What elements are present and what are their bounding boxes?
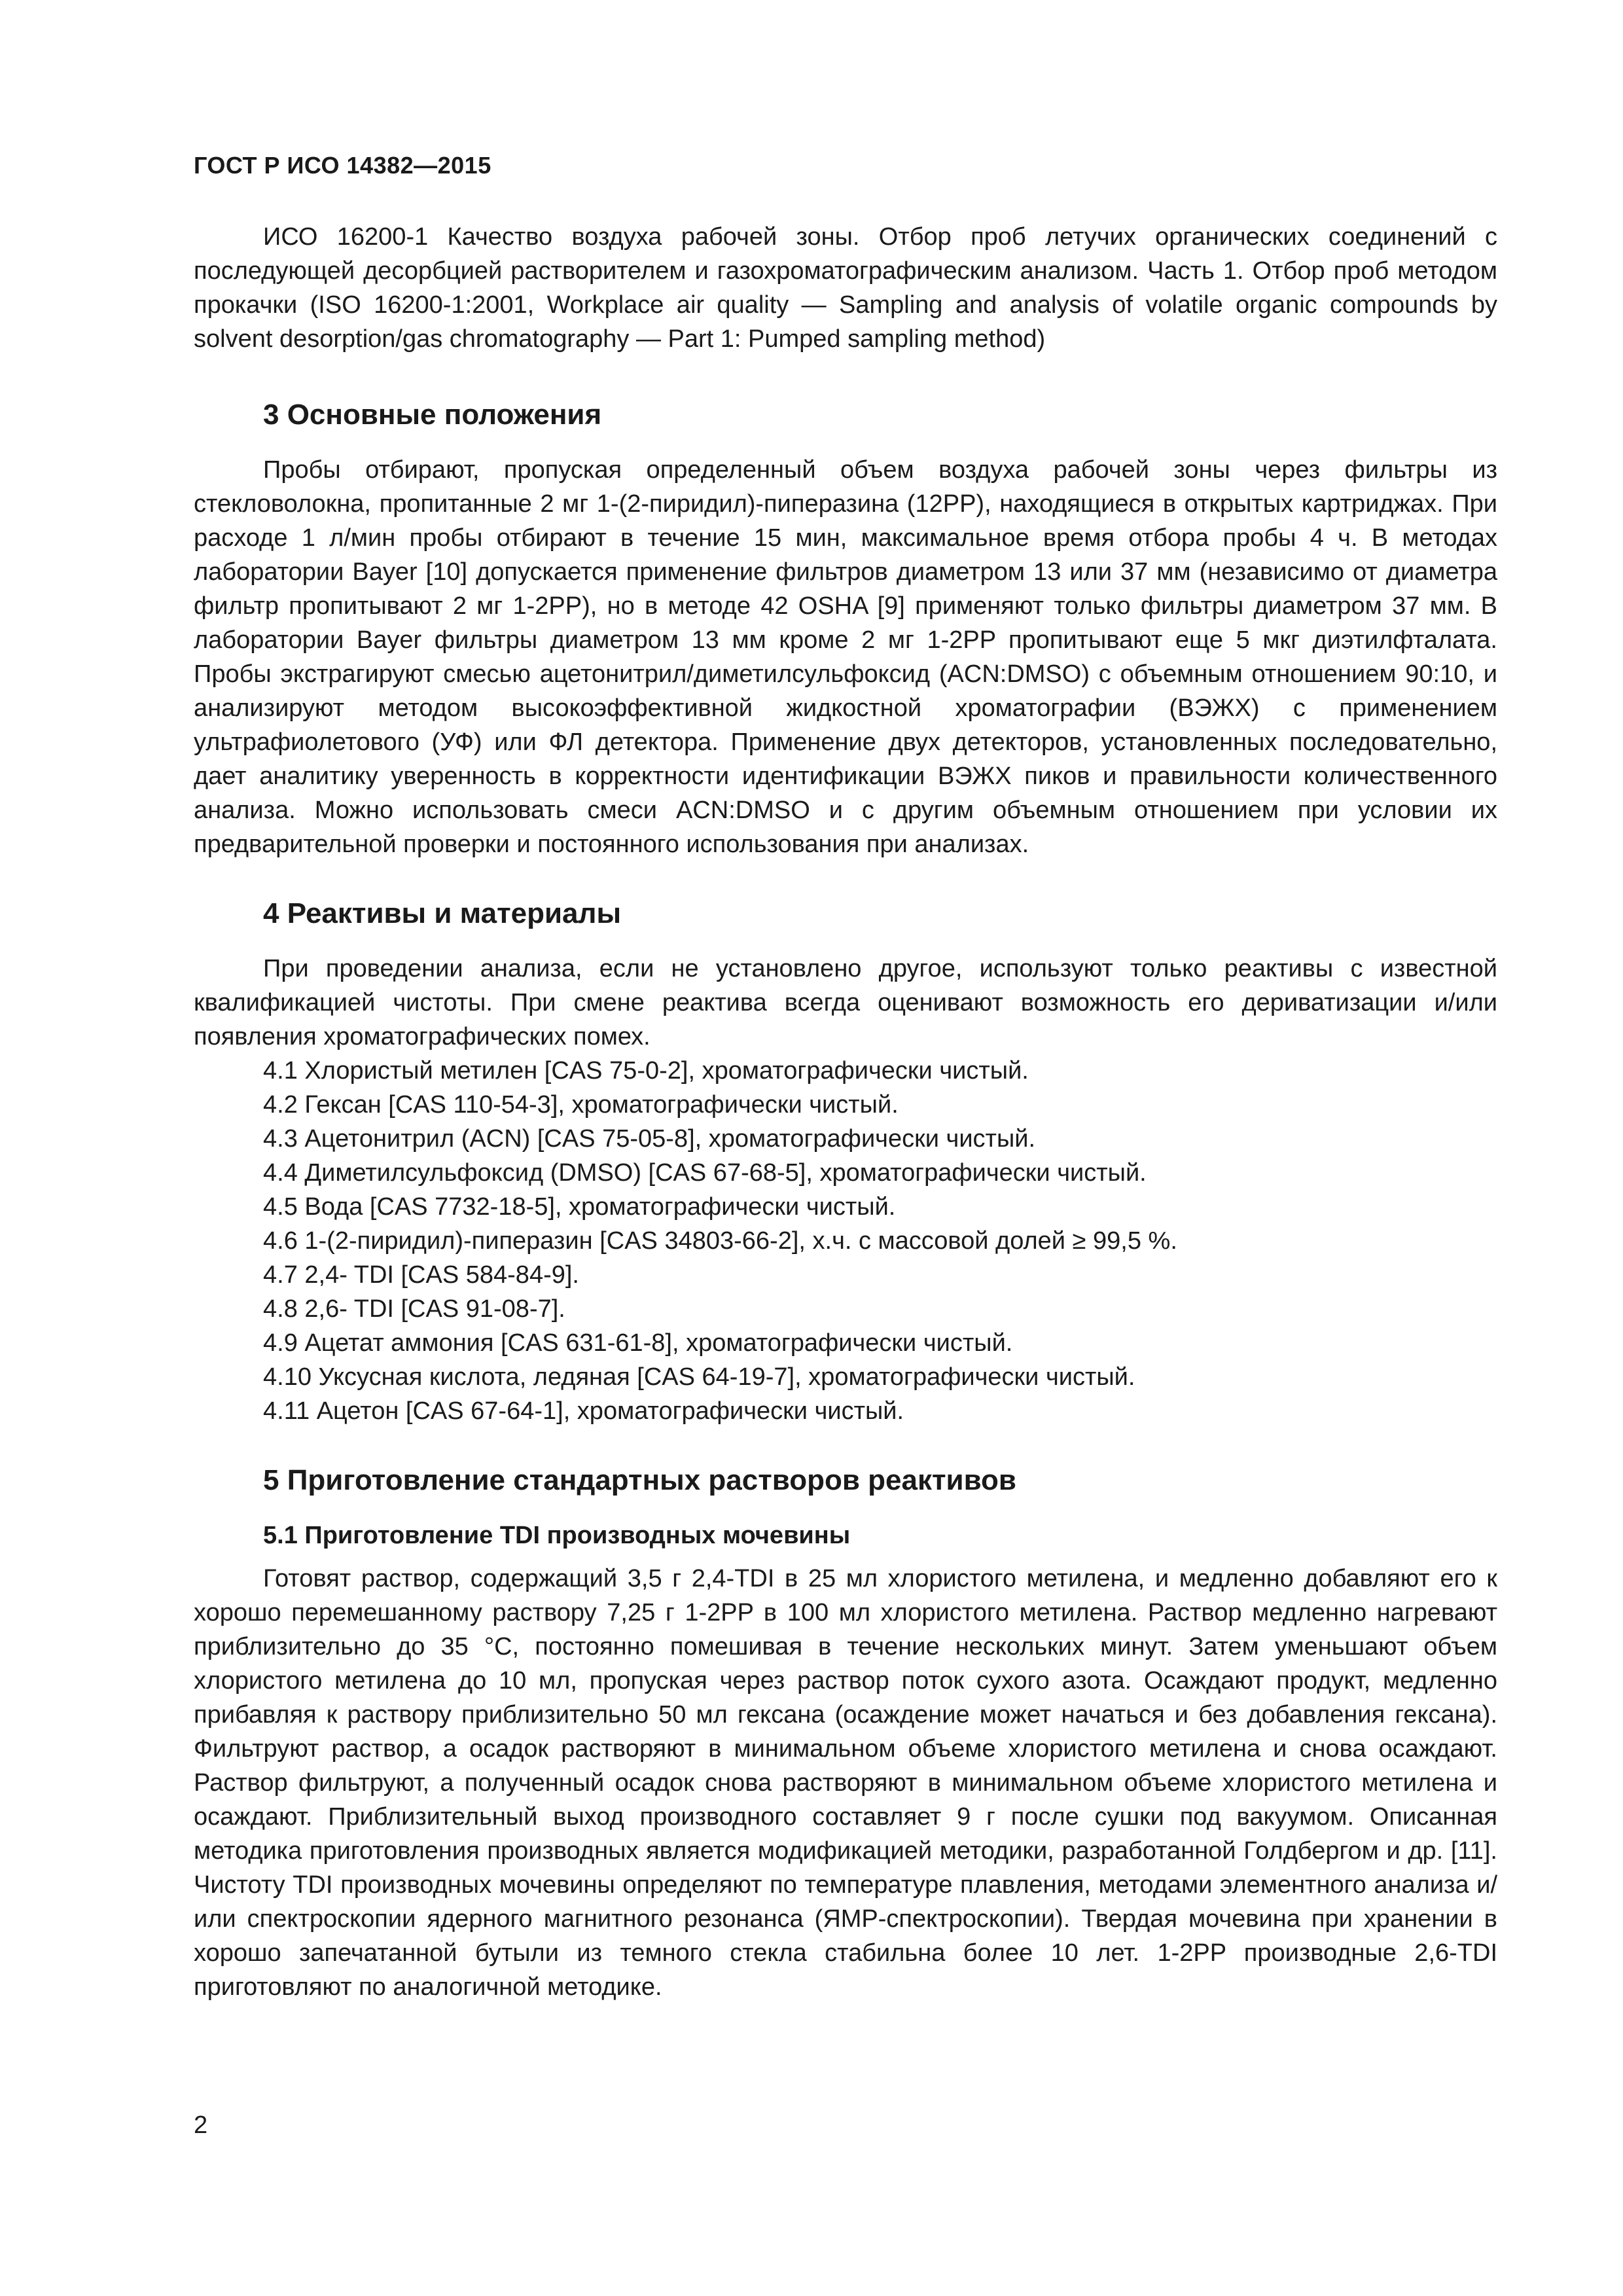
- list-item: 4.9 Ацетат аммония [CAS 631-61-8], хроматографически чистый.: [263, 1329, 1013, 1357]
- subsection-5-1-title: 5.1 Приготовление TDI производных мочевины: [263, 1522, 851, 1549]
- document-code-header: ГОСТ Р ИСО 14382—2015: [194, 152, 491, 179]
- section-3-title: 3 Основные положения: [263, 399, 602, 431]
- list-item: 4.7 2,4- TDI [CAS 584-84-9].: [263, 1261, 579, 1289]
- list-item: 4.5 Вода [CAS 7732-18-5], хроматографически чистый.: [263, 1193, 896, 1221]
- list-item: 4.4 Диметилсульфоксид (DMSO) [CAS 67-68-5], хроматографически чистый.: [263, 1159, 1147, 1187]
- list-item: 4.10 Уксусная кислота, ледяная [CAS 64-19-7], хроматографически чистый.: [263, 1363, 1135, 1391]
- section-4-title: 4 Реактивы и материалы: [263, 897, 622, 929]
- section-5-title: 5 Приготовление стандартных растворов реактивов: [263, 1464, 1016, 1496]
- list-item: 4.3 Ацетонитрил (ACN) [CAS 75-05-8], хроматографически чистый.: [263, 1125, 1036, 1153]
- list-item: 4.1 Хлористый метилен [CAS 75-0-2], хроматографически чистый.: [263, 1057, 1029, 1085]
- list-item: 4.11 Ацетон [CAS 67-64-1], хроматографически чистый.: [263, 1397, 904, 1425]
- page-number: 2: [194, 2111, 208, 2139]
- normative-reference: ИСО 16200-1 Качество воздуха рабочей зоны. Отбор проб летучих органических соединений с последующей десорбцией растворителем и газохроматографическим анализом. Часть 1. Отбор проб методом прокачки (ISO 16200-1:2001, Workplace air quality — Sampling and analysis of volatile organic compounds by solvent desorption/gas chromatography — Part 1: Pumped sampling method): [194, 223, 1497, 353]
- list-item: 4.6 1-(2-пиридил)-пиперазин [CAS 34803-66-2], х.ч. с массовой долей ≥ 99,5 %.: [263, 1227, 1177, 1255]
- section-3-paragraph: Пробы отбирают, пропуская определенный объем воздуха рабочей зоны через фильтры из стекловолокна, пропитанные 2 мг 1-(2-пиридил)-пиперазина (12PP), находящиеся в открытых картриджах. При расходе 1 л/мин пробы отбирают в течение 15 мин, максимальное время отбора пробы 4 ч. В методах лаборатории Bayer [10] допускается применение фильтров диаметром 13 или 37 мм (независимо от диаметра фильтр пропитывают 2 мг 1-2PP), но в методе 42 OSHA [9] применяют только фильтры диаметром 37 мм. В лаборатории Bayer фильтры диаметром 13 мм кроме 2 мг 1-2PP пропитывают еще 5 мкг диэтилфталата. Пробы экстрагируют смесью ацетонитрил/диметилсульфоксид (ACN:DMSO) с объемным отношением 90:10, и анализируют методом высокоэффективной жидкостной хроматографии (ВЭЖХ) с применением ультрафиолетового (УФ) или ФЛ детектора. Применение двух детекторов, установленных последовательно, дает аналитику уверенность в корректности идентификации ВЭЖХ пиков и правильности количественного анализа. Можно использовать смеси ACN:DMSO и с другим объемным отношением при условии их предварительной проверки и постоянного использования при анализах.: [194, 456, 1497, 858]
- document-body: [194, 220, 1497, 2004]
- reagent-list: [194, 1054, 1497, 1428]
- subsection-5-1-paragraph: Готовят раствор, содержащий 3,5 г 2,4-TDI в 25 мл хлористого метилена, и медленно добавляют его к хорошо перемешанному раствору 7,25 г 1-2PP в 100 мл хлористого метилена. Раствор медленно нагревают приблизительно до 35 °С, постоянно помешивая в течение нескольких минут. Затем уменьшают объем хлористого метилена до 10 мл, пропуская через раствор поток сухого азота. Осаждают продукт, медленно прибавляя к раствору приблизительно 50 мл гексана (осаждение может начаться и без добавления гексана). Фильтруют раствор, а осадок растворяют в минимальном объеме хлористого метилена и снова осаждают. Раствор фильтруют, а полученный осадок снова растворяют в минимальном объеме хлористого метилена и осаждают. Приблизительный выход производного составляет 9 г после сушки под вакуумом. Описанная методика приготовления производных является модификацией методики, разработанной Голдбергом и др. [11]. Чистоту TDI производных мочевины определяют по температуре плавления, методами элементного анализа и/или спектроскопии ядерного магнитного резонанса (ЯМР-спектроскопии). Твердая мочевина при хранении в хорошо запечатанной бутыли из темного стекла стабильна более 10 лет. 1-2PP производные 2,6-TDI приготовляют по аналогичной методике.: [194, 1565, 1497, 2001]
- list-item: 4.8 2,6- TDI [CAS 91-08-7].: [263, 1295, 565, 1323]
- section-4-intro: При проведении анализа, если не установлено другое, используют только реактивы с известной квалификацией чистоты. При смене реактива всегда оценивают возможность его дериватизации и/или появления хроматографических помех.: [194, 955, 1497, 1050]
- list-item: 4.2 Гексан [CAS 110-54-3], хроматографически чистый.: [263, 1091, 899, 1119]
